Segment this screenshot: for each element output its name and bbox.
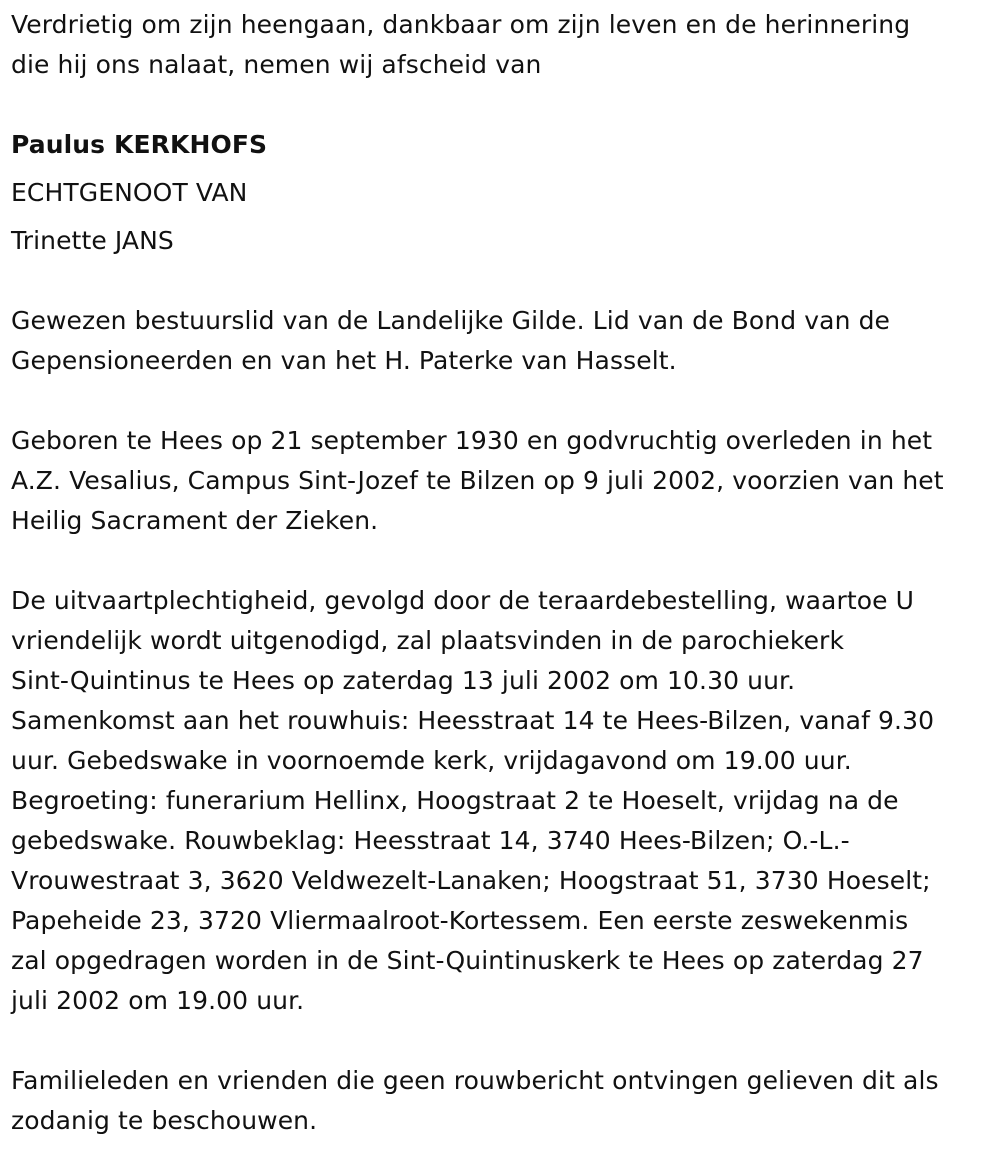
birth-death-line: Heilig Sacrament der Zieken. [11, 506, 379, 535]
memberships-paragraph [11, 301, 994, 381]
funeral-paragraph [11, 581, 994, 1021]
intro-line: die hij ons nalaat, nemen wij afscheid van [11, 50, 542, 79]
closing-paragraph [11, 1061, 994, 1141]
closing-line: zodanig te beschouwen. [11, 1106, 318, 1135]
birth-death-paragraph [11, 421, 994, 541]
memberships-line: Gewezen bestuurslid van de Landelijke Gilde. Lid van de Bond van de [11, 306, 891, 335]
funeral-line: Vrouwestraat 3, 3620 Veldwezelt-Lanaken; Hoogstraat 51, 3730 Hoeselt; [11, 866, 931, 895]
funeral-line: vriendelijk wordt uitgenodigd, zal plaatsvinden in de parochiekerk [11, 626, 845, 655]
funeral-line: juli 2002 om 19.00 uur. [11, 986, 305, 1015]
deceased-name: Paulus KERKHOFS [11, 130, 268, 159]
memberships-line: Gepensioneerden en van het H. Paterke van Hasselt. [11, 346, 677, 375]
funeral-line: Samenkomst aan het rouwhuis: Heesstraat 14 te Hees-Bilzen, vanaf 9.30 [11, 706, 935, 735]
intro-line: Verdrietig om zijn heengaan, dankbaar om zijn leven en de herinnering [11, 10, 911, 39]
funeral-line: gebedswake. Rouwbeklag: Heesstraat 14, 3740 Hees-Bilzen; O.-L.- [11, 826, 850, 855]
funeral-line: Begroeting: funerarium Hellinx, Hoogstraat 2 te Hoeselt, vrijdag na de [11, 786, 899, 815]
funeral-line: zal opgedragen worden in de Sint-Quintinuskerk te Hees op zaterdag 27 [11, 946, 924, 975]
funeral-line: Sint-Quintinus te Hees op zaterdag 13 juli 2002 om 10.30 uur. [11, 666, 796, 695]
spouse-relation: ECHTGENOOT VAN [11, 178, 248, 207]
birth-death-line: Geboren te Hees op 21 september 1930 en godvruchtig overleden in het [11, 426, 933, 455]
spouse-name: Trinette JANS [11, 226, 174, 255]
funeral-line: De uitvaartplechtigheid, gevolgd door de teraardebestelling, waartoe U [11, 586, 915, 615]
intro-paragraph [11, 5, 994, 85]
funeral-line: uur. Gebedswake in voornoemde kerk, vrijdagavond om 19.00 uur. [11, 746, 852, 775]
funeral-line: Papeheide 23, 3720 Vliermaalroot-Kortessem. Een eerste zeswekenmis [11, 906, 909, 935]
birth-death-line: A.Z. Vesalius, Campus Sint-Jozef te Bilzen op 9 juli 2002, voorzien van het [11, 466, 944, 495]
closing-line: Familieleden en vrienden die geen rouwbericht ontvingen gelieven dit als [11, 1066, 939, 1095]
